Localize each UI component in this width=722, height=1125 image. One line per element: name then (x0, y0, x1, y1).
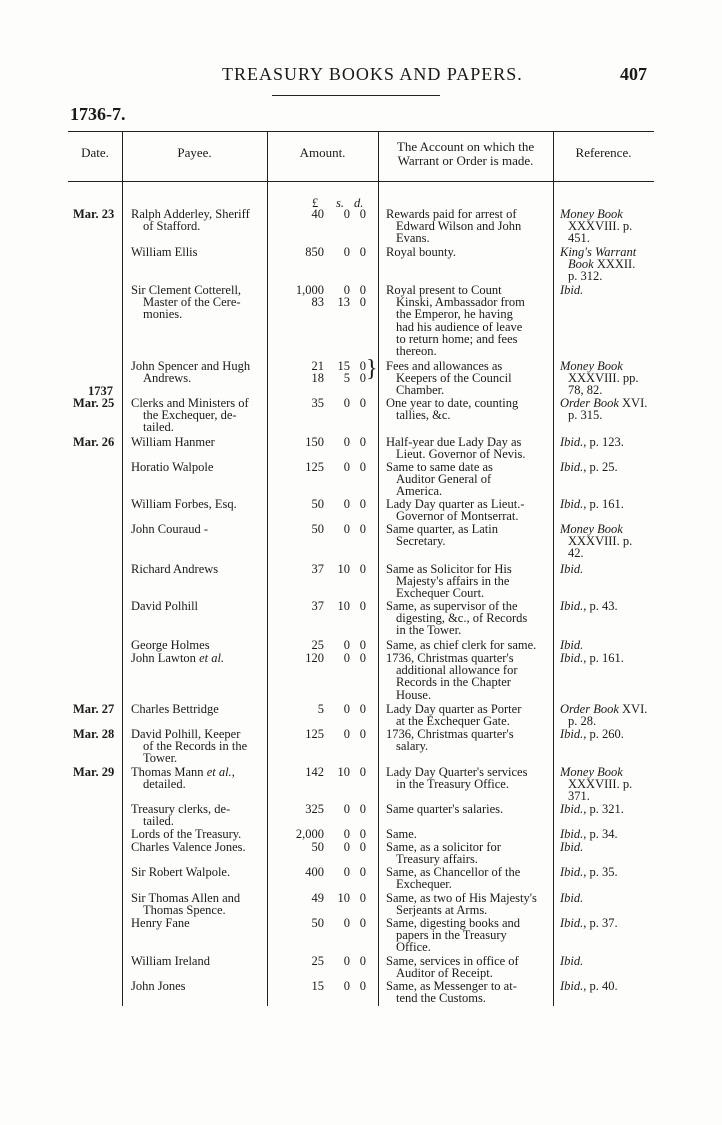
account-description: papers in the Treasury (396, 928, 507, 943)
reference-entry: 78, 82. (568, 383, 603, 398)
account-description: Edward Wilson and John (396, 219, 522, 234)
amount-pounds: 2,000 (295, 827, 324, 841)
running-title: TREASURY BOOKS AND PAPERS. (222, 64, 523, 84)
entry-date: Mar. 29 (73, 765, 115, 779)
payee-name: George Holmes (131, 638, 210, 652)
payee-name: Treasury clerks, de- (131, 802, 231, 816)
amount-pence: 0 (359, 916, 366, 930)
amount-pence: 0 (359, 827, 366, 841)
amount-pence: 0 (359, 562, 366, 576)
payee-name: of Stafford. (143, 219, 201, 234)
amount-shillings: 0 (343, 916, 350, 930)
amount-pence: 0 (359, 435, 366, 449)
amount-shillings: 0 (343, 651, 350, 665)
amount-shillings: 0 (343, 979, 350, 993)
account-description: Exchequer Court. (396, 586, 485, 601)
amount-pence: 0 (359, 359, 366, 373)
account-description: had his audience of leave (396, 319, 523, 334)
account-description: Majesty's affairs in the (396, 574, 510, 589)
payee-name: John Lawton et al. (131, 651, 225, 665)
payee-name: tailed. (143, 814, 174, 829)
entry-year: 1737 (88, 383, 113, 398)
entry-date: Mar. 26 (73, 435, 115, 449)
reference-entry: Ibid., p. 25. (560, 460, 618, 474)
amount-pence: 0 (359, 245, 366, 259)
account-description: digesting, &c., of Records (396, 611, 528, 626)
entry-date: Mar. 28 (73, 727, 115, 741)
account-description: Evans. (396, 231, 430, 246)
payee-name: John Jones (131, 979, 186, 993)
amount-pence: 0 (359, 702, 366, 716)
payee-name: the Exchequer, de- (143, 408, 237, 423)
amount-pence: 0 (359, 522, 366, 536)
payee-name: John Spencer and Hugh (131, 359, 251, 373)
account-description: tallies, &c. (396, 408, 451, 423)
account-description: Royal bounty. (386, 245, 457, 259)
amount-shillings: 10 (337, 562, 350, 576)
reference-entry: Ibid., p. 260. (560, 727, 624, 741)
payee-name: Horatio Walpole (131, 460, 214, 474)
amount-pounds: 50 (311, 497, 324, 511)
page-number: 407 (620, 64, 647, 84)
amount-pounds: 18 (311, 371, 324, 386)
reference-entry: XXXVIII. pp. (568, 371, 639, 386)
amount-shillings: 0 (343, 207, 350, 221)
account-description: additional allowance for (396, 663, 518, 678)
account-description: Same. (386, 827, 417, 841)
amount-pounds: 37 (311, 599, 324, 613)
account-description: Lady Day Quarter's services (386, 765, 528, 779)
account-description: thereon. (396, 344, 437, 358)
account-description: Same, as a solicitor for (386, 840, 501, 854)
amount-pounds: 25 (311, 954, 324, 968)
amount-pounds: 400 (305, 865, 324, 879)
payee-name: David Polhill, Keeper (131, 727, 241, 741)
payee-name: William Hanmer (131, 435, 215, 449)
amount-pence: 0 (359, 765, 366, 779)
reference-entry: Ibid., p. 40. (560, 979, 618, 993)
reference-entry: Ibid. (560, 954, 584, 968)
payee-name: Thomas Mann et al., (131, 765, 235, 779)
amount-pence: 0 (359, 891, 366, 905)
amount-shillings: 0 (343, 638, 350, 652)
account-description: Governor of Montserrat. (396, 509, 519, 524)
reference-entry: p. 28. (568, 714, 597, 729)
payee-name: Lords of the Treasury. (131, 827, 242, 841)
reference-entry: Ibid., p. 161. (560, 497, 624, 511)
payee-name: tailed. (143, 420, 174, 435)
account-description: Records in the Chapter (396, 675, 511, 690)
reference-entry: XXXVIII. p. (568, 219, 633, 234)
amount-brace: } (366, 356, 378, 382)
account-description: salary. (396, 739, 429, 754)
amount-shillings: 10 (337, 599, 350, 613)
account-description: Serjeants at Arms. (396, 903, 488, 918)
account-description: Auditor General of (396, 472, 492, 487)
account-description: House. (396, 687, 432, 702)
entry-date: Mar. 27 (73, 702, 115, 716)
amount-shillings: 0 (343, 283, 350, 297)
payee-name: Ralph Adderley, Sheriff (131, 207, 250, 221)
reference-entry: Ibid., p. 35. (560, 865, 618, 879)
account-description: in the Treasury Office. (396, 777, 509, 792)
amount-pounds: 40 (311, 207, 324, 221)
amount-pence: 0 (359, 840, 366, 854)
amount-shillings: 0 (343, 840, 350, 854)
amount-pence: 0 (359, 396, 366, 410)
account-description: Same, as supervisor of the (386, 599, 518, 613)
account-description: Same, digesting books and (386, 916, 521, 930)
payee-name: Charles Valence Jones. (131, 840, 246, 854)
reference-entry: Order Book XVI. (560, 702, 648, 716)
amount-shillings: 0 (343, 954, 350, 968)
amount-pounds: 50 (311, 522, 324, 536)
amount-shillings: 10 (337, 891, 350, 905)
amount-pounds: 325 (305, 802, 324, 816)
amount-pounds: 850 (305, 245, 324, 259)
amount-pence: 0 (359, 460, 366, 474)
amount-pounds: 35 (311, 396, 324, 410)
amount-pounds: 120 (305, 651, 324, 665)
amount-pence: 0 (359, 371, 366, 386)
account-description: to return home; and fees (396, 331, 518, 346)
currency-unit-pence: d. (354, 196, 364, 210)
payee-name: of the Records in the (143, 739, 248, 754)
reference-entry: XXXVIII. p. (568, 777, 633, 792)
column-divider (553, 131, 554, 1006)
account-description: Lady Day quarter as Lieut.- (386, 497, 525, 511)
reference-entry: Ibid., p. 34. (560, 827, 618, 841)
reference-entry: Order Book XVI. (560, 396, 648, 410)
account-description: Fees and allowances as (386, 359, 503, 373)
column-header-reference: Reference. (575, 145, 632, 160)
column-header-payee: Payee. (177, 145, 212, 160)
payee-name: Andrews. (143, 371, 192, 386)
payee-name: John Couraud - (131, 522, 209, 536)
account-description: Auditor of Receipt. (396, 966, 493, 981)
reference-entry: 371. (568, 789, 590, 804)
amount-pounds: 21 (311, 359, 324, 373)
reference-entry: 451. (568, 231, 590, 246)
reference-entry: Ibid., p. 123. (560, 435, 624, 449)
amount-pence: 0 (359, 207, 366, 221)
year-heading: 1736-7. (70, 104, 126, 124)
account-description: Same, as Messenger to at- (386, 979, 517, 993)
reference-entry: Ibid. (560, 891, 584, 905)
account-description: Half-year due Lady Day as (386, 435, 522, 449)
reference-entry: Ibid., p. 37. (560, 916, 618, 930)
account-description: Treasury affairs. (396, 852, 478, 867)
payee-name: Clerks and Ministers of (131, 396, 249, 410)
payee-name: Richard Andrews (131, 562, 219, 576)
payee-name: Master of the Cere- (143, 295, 241, 310)
amount-pence: 0 (359, 295, 366, 310)
account-description: Office. (396, 940, 431, 955)
amount-pounds: 25 (311, 638, 324, 652)
account-description: the Emperor, he having (396, 307, 513, 322)
account-description: Exchequer. (396, 877, 452, 892)
payee-name: William Ireland (131, 954, 210, 968)
account-description: Keepers of the Council (396, 371, 512, 386)
payee-name: monies. (143, 307, 183, 322)
amount-pence: 0 (359, 865, 366, 879)
currency-unit-shillings: s. (336, 196, 344, 210)
amount-pence: 0 (359, 954, 366, 968)
reference-entry: p. 312. (568, 269, 603, 284)
table-top-rule (68, 131, 654, 132)
entry-date: Mar. 25 (73, 396, 115, 410)
reference-entry: Ibid. (560, 562, 584, 576)
account-description: Same, as Chancellor of the (386, 865, 521, 879)
amount-pounds: 5 (317, 702, 324, 716)
amount-shillings: 0 (343, 865, 350, 879)
amount-shillings: 10 (337, 765, 350, 779)
account-description: Same to same date as (386, 460, 493, 474)
reference-entry: p. 315. (568, 408, 603, 423)
amount-pence: 0 (359, 651, 366, 665)
amount-shillings: 0 (343, 702, 350, 716)
amount-pounds: 1,000 (295, 283, 324, 297)
amount-pence: 0 (359, 599, 366, 613)
amount-shillings: 15 (337, 359, 350, 373)
amount-shillings: 0 (343, 497, 350, 511)
title-rule (272, 95, 440, 96)
account-description: 1736, Christmas quarter's (386, 651, 514, 665)
account-description: Same quarter's salaries. (386, 802, 504, 816)
amount-pounds: 49 (311, 891, 324, 905)
amount-pounds: 37 (311, 562, 324, 576)
reference-entry: Ibid., p. 321. (560, 802, 624, 816)
account-description: in the Tower. (396, 623, 462, 638)
column-header-date: Date. (81, 145, 109, 160)
reference-entry: Book XXXII. (568, 257, 636, 272)
account-description: America. (396, 484, 443, 499)
amount-shillings: 0 (343, 802, 350, 816)
payee-name: Charles Bettridge (131, 702, 219, 716)
reference-entry: Ibid. (560, 283, 584, 297)
account-description: Royal present to Count (386, 283, 502, 297)
amount-pounds: 50 (311, 840, 324, 854)
account-description: Same as Solicitor for His (386, 562, 512, 576)
account-description: Rewards paid for arrest of (386, 207, 517, 221)
account-description: Lieut. Governor of Nevis. (396, 447, 526, 462)
reference-entry: Money Book (560, 522, 623, 536)
reference-entry: Ibid., p. 161. (560, 651, 624, 665)
amount-pounds: 50 (311, 916, 324, 930)
amount-shillings: 0 (343, 435, 350, 449)
currency-unit-pounds: £ (312, 196, 319, 210)
reference-entry: Money Book (560, 765, 623, 779)
payee-name: Sir Thomas Allen and (131, 891, 241, 905)
column-header-amount: Amount. (299, 145, 346, 160)
account-description: at the Exchequer Gate. (396, 714, 510, 729)
reference-entry: Ibid. (560, 638, 584, 652)
amount-pence: 0 (359, 497, 366, 511)
payee-name: Sir Clement Cotterell, (131, 283, 242, 297)
payee-name: Thomas Spence. (143, 903, 226, 918)
entry-date: Mar. 23 (73, 207, 115, 221)
amount-pounds: 150 (305, 435, 324, 449)
account-description: 1736, Christmas quarter's (386, 727, 514, 741)
amount-shillings: 0 (343, 396, 350, 410)
reference-entry: Ibid., p. 43. (560, 599, 618, 613)
account-description: One year to date, counting (386, 396, 519, 410)
reference-entry: XXXVIII. p. (568, 534, 633, 549)
amount-pounds: 142 (305, 765, 324, 779)
account-description: Secretary. (396, 534, 446, 549)
amount-shillings: 0 (343, 827, 350, 841)
amount-shillings: 0 (343, 460, 350, 474)
reference-entry: 42. (568, 546, 584, 561)
table-header-rule (68, 181, 654, 182)
amount-pounds: 125 (305, 460, 324, 474)
amount-pence: 0 (359, 638, 366, 652)
column-divider (378, 131, 379, 1006)
amount-pence: 0 (359, 283, 366, 297)
amount-pounds: 125 (305, 727, 324, 741)
reference-entry: Ibid. (560, 840, 584, 854)
payee-name: William Ellis (131, 245, 198, 259)
payee-name: detailed. (143, 777, 186, 792)
amount-pence: 0 (359, 802, 366, 816)
header-line: The Account on which the (396, 139, 535, 154)
account-description: tend the Customs. (396, 991, 486, 1006)
column-header-account (378, 140, 553, 167)
amount-pounds: 83 (311, 295, 324, 310)
payee-name: Tower. (143, 751, 178, 766)
account-description: Lady Day quarter as Porter (386, 702, 522, 716)
amount-pence: 0 (359, 727, 366, 741)
reference-entry: Money Book (560, 207, 623, 221)
account-description: Same quarter, as Latin (386, 522, 498, 536)
reference-entry: King's Warrant (560, 245, 637, 259)
amount-shillings: 13 (337, 295, 350, 310)
account-description: Same, services in office of (386, 954, 519, 968)
payee-name: Sir Robert Walpole. (131, 865, 231, 879)
account-description: Same, as chief clerk for same. (386, 638, 537, 652)
amount-pounds: 15 (311, 979, 324, 993)
amount-shillings: 0 (343, 727, 350, 741)
header-line: Warrant or Order is made. (397, 152, 534, 168)
payee-name: Henry Fane (131, 916, 190, 930)
reference-entry: Money Book (560, 359, 623, 373)
payee-name: William Forbes, Esq. (131, 497, 237, 511)
payee-name: David Polhill (131, 599, 199, 613)
amount-shillings: 5 (343, 371, 350, 386)
account-description: Chamber. (396, 383, 445, 398)
account-description: Same, as two of His Majesty's (386, 891, 537, 905)
amount-shillings: 0 (343, 245, 350, 259)
amount-shillings: 0 (343, 522, 350, 536)
account-description: Kinski, Ambassador from (396, 295, 525, 310)
amount-pence: 0 (359, 979, 366, 993)
